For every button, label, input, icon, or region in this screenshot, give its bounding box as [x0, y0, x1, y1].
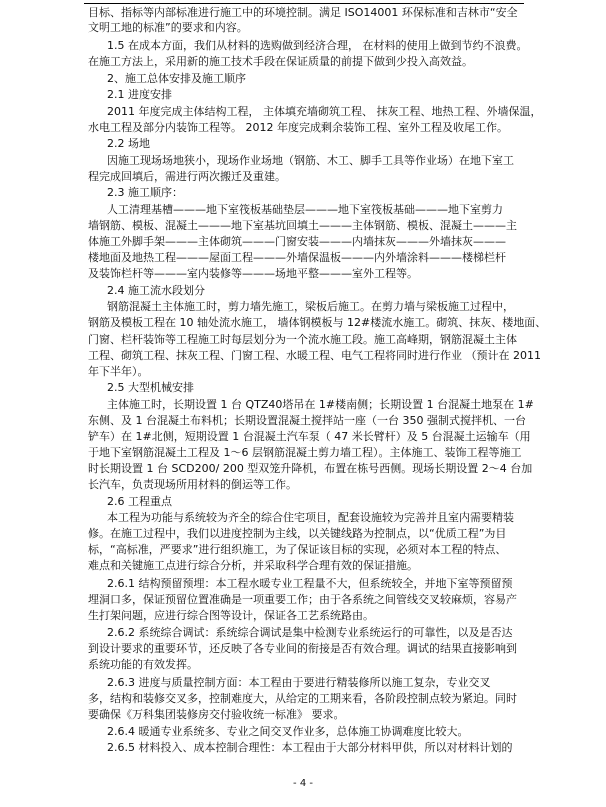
text-line: 于地下室钢筋混凝土工程及 1～6 层钢筋混凝土剪力墙工程）。主体施工、装饰工程等施工 [88, 446, 522, 459]
text-line: 程完成回填后，需进行两次搬迁及重建。 [88, 170, 286, 183]
text-line: 年下半年）。 [88, 365, 149, 378]
text-line: 工程、砌筑工程、抹灰工程、门窗工程、水暖工程、电气工程将同时进行作业 （预计在 2011 [88, 349, 541, 362]
section-heading: 2、施工总体安排及施工顺序 [107, 72, 246, 85]
text-line: 楼地面及地热工程———屋面工程———外墙保温板———内外墙涂料———楼梯栏杆 [88, 251, 506, 264]
text-line: 体施工外脚手架———主体砌筑———门窗安装———内墙抹灰———外墙抹灰——— [88, 235, 506, 248]
text-line: 东侧、及 1 台混凝土布料机；长期设置混凝土搅拌站一座（一台 350 强制式搅拌机、一台 [88, 414, 526, 427]
text-line: 铲车）在 1#北侧，短期设置 1 台混凝土汽车泵（ 47 米长臂杆）及 5 台混凝土运输车（用 [88, 430, 531, 443]
text-line: 因施工现场场地狭小，现场作业场地（钢筋、木工、脚手工具等作业场）在地下室工 [107, 154, 514, 167]
section-heading: 2.1 进度安排 [107, 88, 172, 101]
text-line: 钢筋及模板工程在 10 轴处流水施工， 墙体钢模板与 12#楼流水施工。砌筑、抹灰、楼地面、 [88, 316, 547, 329]
text-line: 墙钢筋、模板、混凝土———地下室基坑回填土———主体钢筋、模板、混凝土———主 [88, 219, 517, 232]
text-line: 人工清理基槽———地下室筏板基础垫层———地下室筏板基础———地下室剪力 [107, 203, 503, 216]
text-line: 钢筋混凝土主体施工时，剪力墙先施工，梁板后施工。在剪力墙与梁板施工过程中， [107, 300, 514, 313]
section-heading: 2.6 工程重点 [107, 495, 172, 508]
text-line: 标，“高标准，严要求”进行组织施工，为了保证该目标的实现，必须对本工程的特点、 [88, 543, 507, 556]
header-rule [84, 3, 524, 4]
text-line: 及装饰栏杆等———室内装修等———场地平整———室外工程等。 [88, 267, 418, 280]
text-line: 到设计要求的重要环节，还反映了各专业间的衔接是否有效合理。调试的结果直接影响到 [88, 642, 517, 655]
text-line: 2.6.4 暖通专业系统多、专业之间交叉作业多，总体施工协调难度比较大。 [107, 725, 469, 738]
text-line: 水电工程及部分内装饰工程等。 2012 年度完成剩余装饰工程、室外工程及收尾工作。 [88, 121, 508, 134]
text-line: 2.6.2 系统综合调试：系统综合调试是集中检测专业系统运行的可靠性，以及是否达 [107, 626, 513, 639]
section-heading: 2.5 大型机械安排 [107, 381, 194, 394]
text-line: 长汽车，负责现场所用材料的倒运等工作。 [88, 478, 297, 491]
text-line: 2.6.1 结构预留预埋：本工程水暖专业工程量不大，但系统较全，并地下室等预留预 [107, 577, 513, 590]
text-line: 系统功能的有效发挥。 [88, 658, 198, 671]
text-line: 在施工方法上，采用新的施工技术手段在保证质量的前提下做到少投入高效益。 [88, 55, 473, 68]
page-number: - 4 - [293, 778, 313, 789]
text-line: 文明工地的标准”的要求和内容。 [88, 21, 248, 34]
text-line: 1.5 在成本方面，我们从材料的选购做到经济合理， 在材料的使用上做到节约不浪费。 [107, 39, 528, 52]
section-heading: 2.2 场地 [107, 137, 150, 150]
text-line: 主体施工时，长期设置 1 台 QTZ40塔吊在 1#楼南侧；长期设置 1 台混凝土地泵在 1# [107, 398, 534, 411]
section-heading: 2.4 施工流水段划分 [107, 284, 205, 297]
text-line: 要确保《万科集团装修房交付验收统一标准》 要求。 [88, 708, 345, 721]
text-line: 2011 年度完成主体结构工程， 主体填充墙砌筑工程、 抹灰工程、地热工程、外墙保温， [107, 105, 542, 118]
text-line: 本工程为功能与系统较为齐全的综合住宅项目，配套设施较为完善并且室内需要精装 [107, 511, 514, 524]
text-line: 2.6.3 进度与质量控制方面：本工程由于要进行精装修所以施工复杂，专业交叉 [107, 676, 491, 689]
text-line: 目标、指标等内部标准进行施工中的环境控制。满足 ISO14001 环保标准和吉林市“安全 [88, 6, 518, 19]
text-line: 生打架问题，应进行综合图等设计，保证各工艺系统路由。 [88, 609, 374, 622]
text-line: 时长期设置 1 台 SCD200/ 200 型双笼升降机，布置在栋号西侧。现场长期设置 2～4 台加 [88, 462, 533, 475]
text-line: 埋洞口多，保证预留位置准确是一项重要工作；由于各系统之间管线交叉较麻烦，容易产 [88, 593, 517, 606]
text-line: 修。在施工过程中，我们以进度控制为主线，以关键线路为控制点，以“优质工程”为目 [88, 527, 507, 540]
section-heading: 2.3 施工顺序： [107, 186, 183, 199]
text-line: 多，结构和装修交叉多，控制难度大，从给定的工期来看，各阶段控制点较为紧迫。同时 [88, 692, 517, 705]
text-line: 门窗、栏杆装饰等工程施工时每层划分为一个流水施工段。施工高峰期，钢筋混凝土主体 [88, 333, 517, 346]
text-line: 难点和关键施工点进行综合分析，并采取科学合理有效的保证措施。 [88, 559, 418, 572]
text-line: 2.6.5 材料投入、成本控制合理性：本工程由于大部分材料甲供，所以对材料计划的 [107, 741, 513, 754]
